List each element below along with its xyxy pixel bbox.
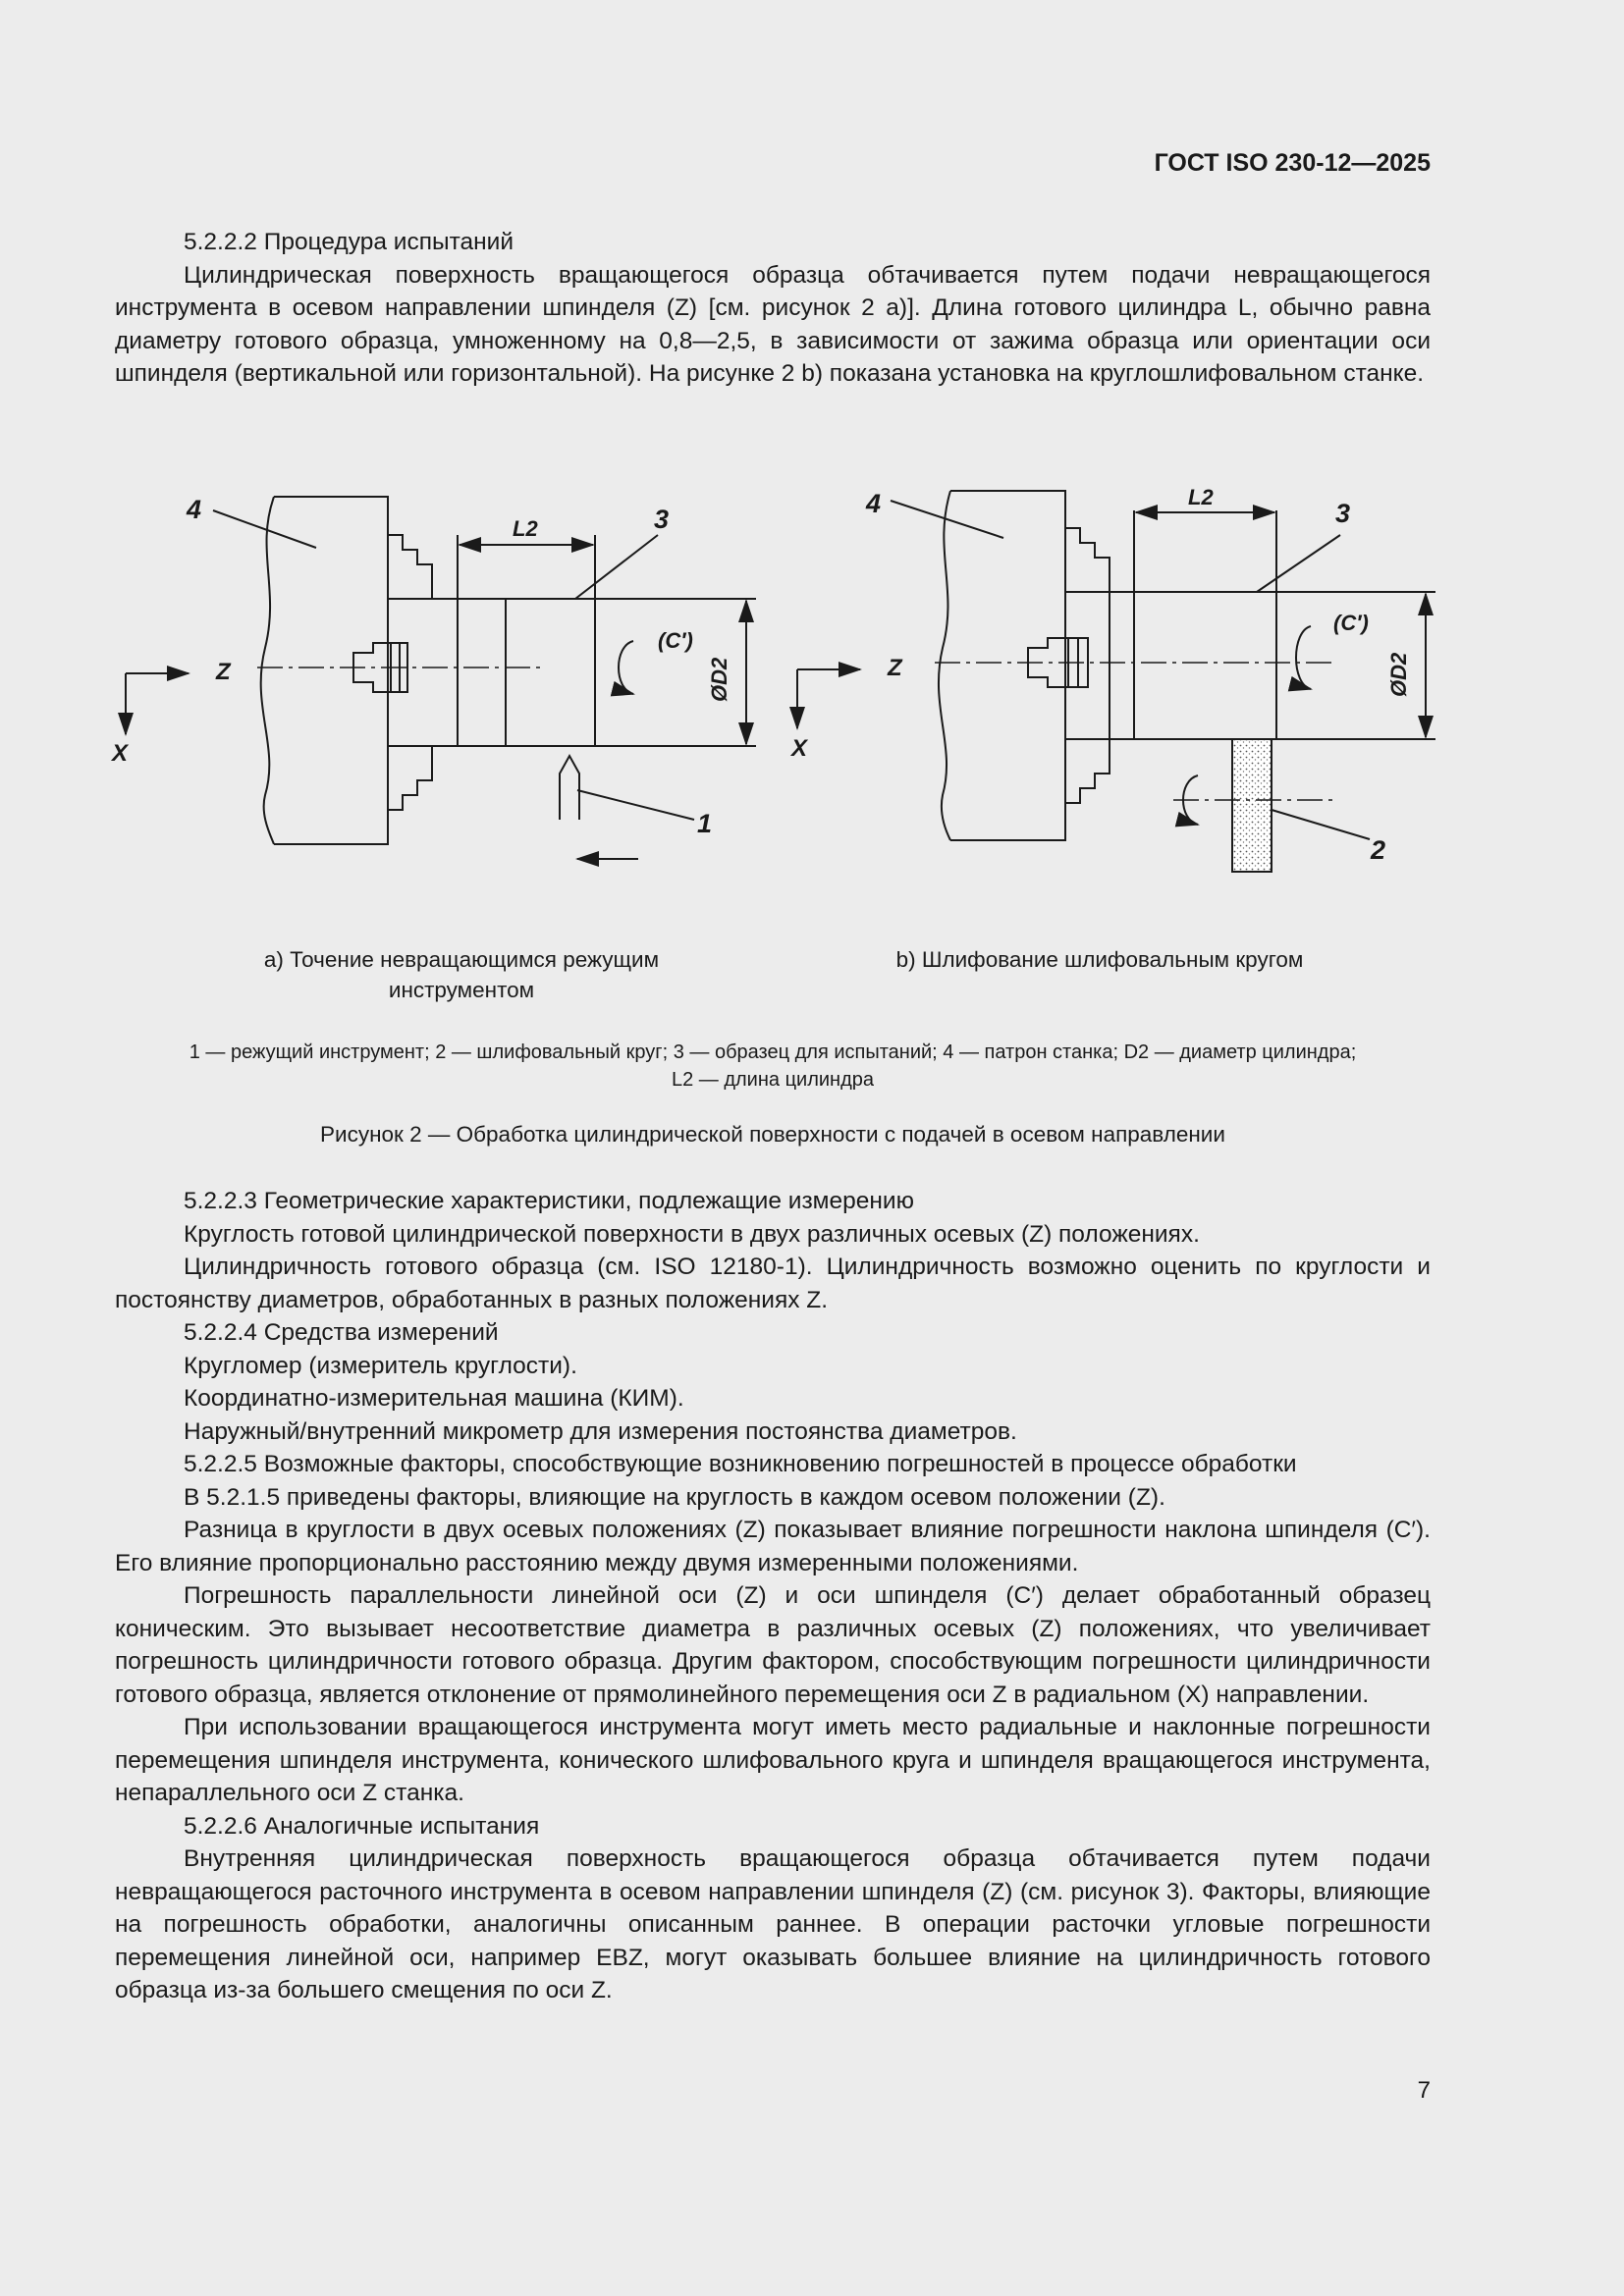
label-c-b: (C′) <box>1333 611 1369 635</box>
label-d2-a: ØD2 <box>707 657 731 702</box>
drawing-b-grinding <box>797 491 1435 883</box>
label-4-a: 4 <box>187 495 202 524</box>
figure-drawing <box>108 461 1443 883</box>
label-l2-a: L2 <box>513 516 538 541</box>
paragraph: Погрешность параллельности линейной оси (Z) и оси шпинделя (C′) делает обработанный образец коническим. Это вызывает несоответствие диаметра в различных осевых (Z) положениях, что увеличивает погрешность цилиндричности готового образца. Другим фактором, способствующим погрешности цилиндричности готового образца, является отклонение от прямолинейного перемещения оси Z в радиальном (X) направлении. <box>115 1582 1431 1708</box>
label-x-b: X <box>791 735 808 762</box>
heading-5-2-2-5: 5.2.2.5 Возможные факторы, способствующие возникновению погрешностей в процессе обработки <box>184 1451 1297 1477</box>
heading-5-2-2-6: 5.2.2.6 Аналогичные испытания <box>184 1812 540 1840</box>
caption-a-line2: инструментом <box>388 978 535 1002</box>
label-3-b: 3 <box>1335 499 1351 528</box>
caption-a-line1: a) Точение невращающимся режущим <box>263 947 660 972</box>
paragraph: Координатно-измерительная машина (КИМ). <box>184 1385 684 1412</box>
paragraph: Круглость готовой цилиндрической поверхности в двух различных осевых (Z) положениях. <box>184 1220 1200 1248</box>
paragraph: Наружный/внутренний микрометр для измерения постоянства диаметров. <box>184 1417 1017 1445</box>
paragraph: В 5.2.1.5 приведены факторы, влияющие на круглость в каждом осевом положении (Z). <box>184 1483 1165 1511</box>
paragraph: Цилиндричность готового образца (см. ISO 12180-1). Цилиндричность возможно оценить по круглости и постоянству диаметров, обработанных в разных положениях Z. <box>115 1254 1431 1313</box>
caption-b: b) Шлифование шлифовальным кругом <box>895 947 1304 972</box>
legend-line2: L2 — длина цилиндра <box>671 1069 875 1091</box>
heading-5-2-2-3: 5.2.2.3 Геометрические характеристики, подлежащие измерению <box>184 1188 914 1214</box>
document-id: ГОСТ ISO 230-12—2025 <box>1154 149 1431 177</box>
label-d2-b: ØD2 <box>1386 652 1411 697</box>
label-3-a: 3 <box>654 505 670 534</box>
label-z-a: Z <box>216 659 231 685</box>
label-c-a: (C′) <box>658 628 693 653</box>
paragraph: Разница в круглости в двух осевых положениях (Z) показывает влияние погрешности наклона шпинделя (C′). Его влияние пропорционально расстоянию между двумя измеренными положениями. <box>115 1517 1431 1576</box>
paragraph: Цилиндрическая поверхность вращающегося образца обтачивается путем подачи невращающегося инструмента в осевом направлении шпинделя (Z) [см. рисунок 2 a)]. Длина готового цилиндра L, обычно равна диаметру готового образца, умноженному на 0,8—2,5, в зависимости от зажима образца или ориентации оси шпинделя (вертикальной или горизонтальной). На рисунке 2 b) показана установка на круглошлифовальном станке. <box>115 261 1431 387</box>
paragraph: При использовании вращающегося инструмента могут иметь место радиальные и наклонные погрешности перемещения шпинделя инструмента, конического шлифовального круга и шпинделя вращающегося инструмента, непараллельного оси Z станка. <box>115 1714 1431 1806</box>
label-x-a: X <box>112 740 129 767</box>
paragraph: Кругломер (измеритель круглости). <box>184 1352 577 1379</box>
label-2-b: 2 <box>1371 835 1386 865</box>
legend-line1: 1 — режущий инструмент; 2 — шлифовальный круг; 3 — образец для испытаний; 4 — патрон станка; D2 — диаметр цилиндра; <box>189 1041 1357 1063</box>
figure-2 <box>108 461 1443 883</box>
figure-title: Рисунок 2 — Обработка цилиндрической поверхности с подачей в осевом направлении <box>320 1122 1225 1147</box>
heading-5-2-2-4: 5.2.2.4 Средства измерений <box>184 1319 499 1346</box>
figure-legend <box>115 1039 1431 1094</box>
page-number: 7 <box>1417 2077 1431 2104</box>
paragraph: Внутренняя цилиндрическая поверхность вращающегося образца обтачивается путем подачи невращающегося расточного инструмента в осевом направлении шпинделя (Z) (см. рисунок 3). Факторы, влияющие на погрешность обработки, аналогичны описанным раннее. В операции расточки угловые погрешности перемещения линейной оси, например EBZ, могут оказывать большее влияние на цилиндричность готового образца из-за большего смещения по оси Z. <box>115 1845 1431 2003</box>
body-text <box>115 1185 1431 2007</box>
label-4-b: 4 <box>866 489 882 518</box>
label-1-a: 1 <box>697 809 713 838</box>
section-heading: 5.2.2.2 Процедура испытаний <box>184 229 514 255</box>
caption-a <box>216 944 707 1005</box>
section-procedure <box>115 226 1431 391</box>
label-l2-b: L2 <box>1188 485 1214 509</box>
label-z-b: Z <box>888 655 902 681</box>
